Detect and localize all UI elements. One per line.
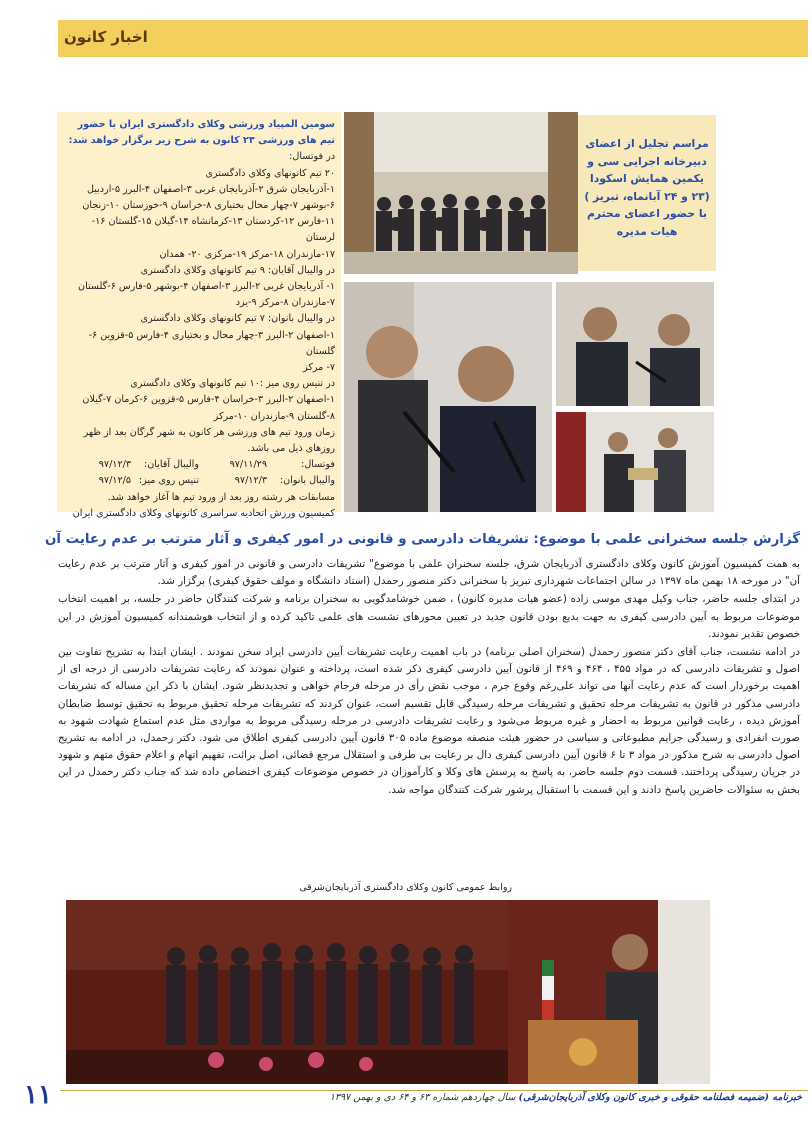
sports-line: زمان ورود تیم های ورزشی هر کانون به شهر گرگان بعد از ظهر روزهای ذیل می باشد. xyxy=(83,426,335,455)
schedule-label: تنیس روی میز: xyxy=(138,475,199,487)
seminar-group-photo xyxy=(66,900,513,1084)
publication-name: خبرنامه (ضمیمه فصلنامه حقوقی و خبری کانون وکلای آذربایجان‌شرقی) xyxy=(518,1092,802,1103)
schedule-label: والیبال بانوان: xyxy=(279,475,335,487)
schedule-date: ۹۷/۱۲/۳ xyxy=(98,459,131,471)
footer-divider xyxy=(60,1090,808,1091)
caption-text: مراسم تجلیل از اعضای دبیرخانه اجرایی سی و یکمین همایش اسکودا (۲۳ و ۲۴ آبانماه، تبریز ) با حضور اعضای محترم هیات مدیره xyxy=(584,137,710,238)
lecturer-podium-photo xyxy=(508,900,710,1084)
sports-line: ۱۷-مازندران ۱۸-مرکز ۱۹-مرکزی ۲۰- همدان xyxy=(159,248,335,260)
sports-lead: سومین المپیاد ورزشی وکلای دادگستری ایران با حضور تیم های ورزشی ۲۳ کانون به شرح زیر برگزار خواهد شد: xyxy=(68,119,335,147)
sports-line: ۱- آذربایجان غربی ۲-البرز ۳-اصفهان ۴-بوشهر ۵-فارس ۶-گلستان xyxy=(78,281,335,293)
award-photo xyxy=(556,412,714,512)
sports-line: ۱-آذربایجان شرق ۲-آذربایجان غربی ۳-اصفهان ۴-البرز ۵-اردبیل xyxy=(86,183,335,195)
schedule-date: ۹۷/۱۲/۳ xyxy=(234,475,267,487)
article-body xyxy=(58,556,800,800)
sports-line: ۱-اصفهان ۲-البرز ۳-چهار محال و بختیاری ۴-فارس ۵-قزوین ۶-گلستان xyxy=(88,329,335,357)
sports-line: ۸-گلستان ۹-مازندران ۱۰-مرکز xyxy=(213,410,335,422)
sports-announcement xyxy=(57,112,341,519)
article-paragraph: در ابتدای جلسه حاضر، جناب وکیل مهدی موسی زاده (عضو هیات مدیره کانون) ، ضمن خوشامدگویی به سخنران برنامه و شرکت کنندگان حاضر در جلسه، بر اهمیت انتخاب موضوعات مربوط به آیین دادرسی کیفری به جهت بدیع بودن قانون جدید در تعیین محورهای نشست های علمی تاکید کرده و از انتخاب هوشمندانه کمیسیون آموزش در این خصوص تقدیر نمودند. xyxy=(58,593,800,640)
sports-line: ۷- مرکز xyxy=(303,362,335,374)
schedule-label: والیبال آقایان: xyxy=(143,459,199,471)
schedule-date: ۹۷/۱۱/۲۹ xyxy=(229,459,267,471)
sports-line: در والیبال آقایان: ۹ تیم کانونهای وکلای دادگستری xyxy=(140,264,335,276)
article-paragraph: در ادامه نشست، جناب آقای دکتر منصور رحمدل (سخنران اصلی برنامه) در باب اهمیت رعایت تشریفات آیین دادرسی ایراد سخن نمودند . ایشان ابتدا به تشریح تفاوت بین اصول و تشریفات دادرسی که در مواد ۴۵۵ ، ۴۶۴ و ۴۶۹ از قانون آیین دادرسی کیفری ذکر شده است، پرداخته و عنوان نمودند که رعایت تشریفات دادرسی از درجه ای از اهمیت برخوردار است که عدم رعایت آنها می تواند علی‌رغم وقوع جرم ، موجب نقض رأی در مرحله فرجام خواهی و تجدیدنظر شود. ایشان با ذکر این مساله که تشریفات دادرسی مذکور در قانون به تشریفات مرحله تحقیق و تشریفات مرحله رسیدگی قابل تقسیم است، عنوان کردند که تشریفات مرحله تحقیق مربوط به تحقیق توسط ضابطان آموزش دیده ، رعایت قوانین مربوط به احضار و غیره مربوط می‌شود و رعایت تشریفات دادرسی در مرحله رسیدگی مربوط به مواردی مثل عدم استماع شهادت شهود به صورت انفرادی و رسیدگی جرایم مطبوعاتی و سیاسی در حضور هیئت منصفه موضوع ماده ۳۰۵ قانون آیین دادرسی کیفری اطلاق می شود. دکتر رحمدل، در ادامه به تشریح اصول دادرسی به شرح مذکور در مواد ۳ تا ۶ قانون آیین دادرسی کیفری دال بر رعایت بی طرفی و استقلال مرجع قضائی، اصل برائت، تفهیم اتهام و اعلام حقوق متهم و شهود در جریان رسیدگی پرداختند. قسمت دوم جلسه حاضر، به پاسخ به پرسش های وکلا و کارآموزان در خصوص موضوعات کیفری اختصاص داده شد که جناب دکتر رحمدل در این بخش به سئوالات حاضرین پاسخ دادند و این قسمت با استقبال پرشور شرکت کنندگان مواجه شد. xyxy=(58,646,800,796)
page-number: ۱۱ xyxy=(24,1080,52,1110)
section-title: اخبار کانون xyxy=(64,28,148,46)
sports-line: ۶-بوشهر ۷-چهار محال بختیاری ۸-خراسان ۹-خوزستان ۱۰-زنجان xyxy=(82,200,335,212)
issue-info: سال چهاردهم شماره ۶۳ و ۶۴ دی و بهمن ۱۳۹۷ xyxy=(329,1092,516,1103)
sports-line: ۱-اصفهان ۲-البرز ۳-خراسان ۴-فارس ۵-قزوین ۶-کرمان ۷-گیلان xyxy=(82,394,335,406)
sports-line: ۷-مازندران ۸-مرکز ۹-یزد xyxy=(235,297,335,309)
sports-line: در تنیس روی میز :۱۰ تیم کانونهای وکلای دادگستری xyxy=(130,378,335,390)
schedule-row xyxy=(63,473,335,489)
sports-line: ۲۰ تیم کانونهای وکلای دادگستری xyxy=(205,167,335,179)
sports-note: مسابقات هر رشته روز بعد از ورود تیم ها آغاز خواهد شد. xyxy=(107,491,335,503)
speakers-photo xyxy=(344,282,552,512)
group-photo-staff xyxy=(344,112,578,274)
schedule-label: فوتسال: xyxy=(301,459,335,471)
board-members-photo xyxy=(556,282,714,406)
sports-signature: کمیسیون ورزش اتحادیه سراسری کانونهای وکلای دادگستری ایران xyxy=(72,507,335,519)
article-credit: روابط عمومی کانون وکلای دادگستری آذربایجان‌شرقی xyxy=(299,882,512,893)
article-title: گزارش جلسه سخنرانی علمی با موضوع: تشریفات دادرسی و قانونی در امور کیفری و آثار مترتب بر عدم رعایت آن xyxy=(44,532,800,547)
schedule-row xyxy=(63,457,335,473)
schedule-date: ۹۷/۱۲/۵ xyxy=(98,475,131,487)
footer-publication xyxy=(329,1092,802,1103)
sports-line: در فوتسال: xyxy=(289,151,335,163)
photo-caption xyxy=(578,115,716,271)
section-header xyxy=(58,20,808,57)
sports-line: ۱۱-فارس ۱۲-کردستان ۱۳-کرمانشاه ۱۴-گیلان ۱۵-گلستان ۱۶-لرستان xyxy=(91,216,335,244)
article-paragraph: به همت کمیسیون آموزش کانون وکلای دادگستری آذربایجان شرق، جلسه سخنران علمی با موضوع" تشریفات دادرسی و قانونی در امور کیفری و آثار مترتب بر عدم رعایت آن" در مورخه ۱۸ بهمن ماه ۱۳۹۷ در سالن اجتماعات شهرداری تبریز با سخنرانی دکتر منصور رحمدل (استاد دانشگاه و مولف حقوق کیفری) برگزار شد. xyxy=(58,558,800,588)
sports-line: در والیبال بانوان: ۷ تیم کانونهای وکلای دادگستری xyxy=(140,313,335,325)
